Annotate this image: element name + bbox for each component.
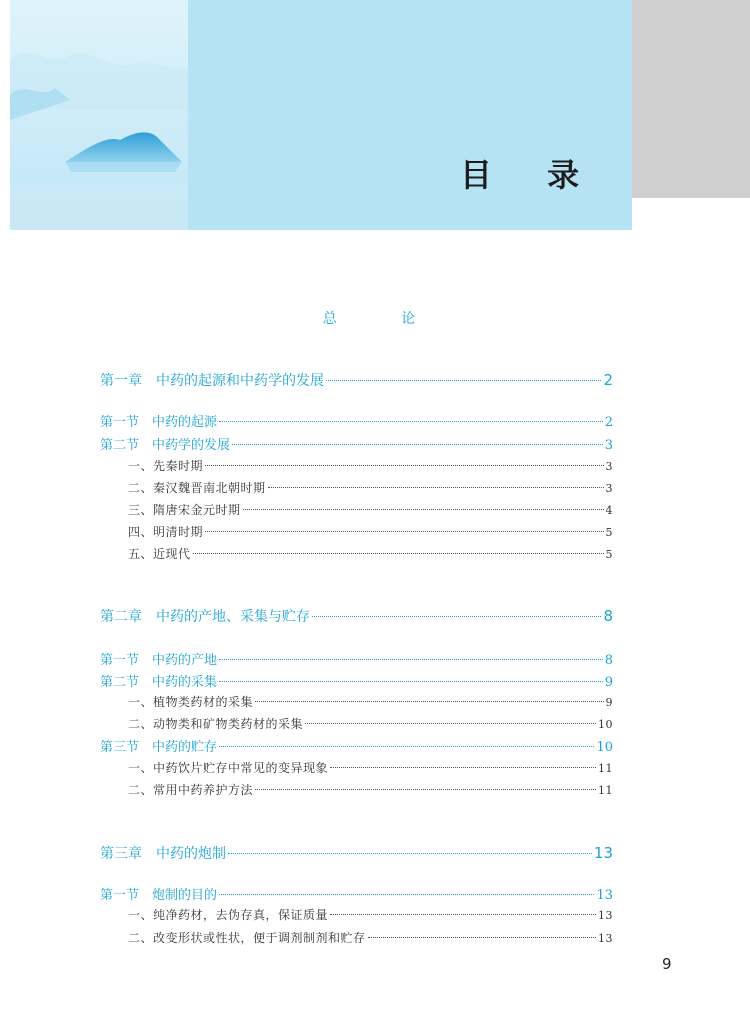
toc-item[interactable] bbox=[128, 693, 613, 710]
page-ref: 11 bbox=[598, 762, 613, 775]
section-number: 第一节 bbox=[100, 415, 140, 430]
page-ref: 3 bbox=[604, 438, 613, 453]
section-number: 第二节 bbox=[100, 675, 140, 690]
toc-item[interactable] bbox=[128, 906, 613, 923]
leader-dots bbox=[255, 701, 603, 702]
leader-dots bbox=[268, 487, 604, 488]
toc-item[interactable] bbox=[128, 523, 613, 540]
section-number: 第二节 bbox=[100, 438, 140, 453]
page-ref: 10 bbox=[598, 718, 613, 731]
item-title: 二、常用中药养护方法 bbox=[128, 783, 254, 797]
page-ref: 13 bbox=[598, 909, 613, 922]
item-title: 四、明清时期 bbox=[128, 525, 204, 539]
page-ref: 2 bbox=[604, 415, 613, 430]
page-ref: 2 bbox=[603, 371, 613, 389]
chapter-number: 第一章 bbox=[100, 373, 142, 389]
page-ref: 8 bbox=[604, 653, 613, 668]
item-title: 一、植物类药材的采集 bbox=[128, 695, 254, 709]
section-heading: 总 论 bbox=[322, 311, 446, 327]
leader-dots bbox=[219, 746, 594, 747]
toc-section-3-1[interactable] bbox=[100, 884, 613, 903]
toc-section-2-2[interactable] bbox=[100, 671, 613, 690]
page-title: 目 录 bbox=[460, 156, 602, 194]
item-title: 五、近现代 bbox=[128, 547, 191, 561]
toc-item[interactable] bbox=[128, 715, 613, 732]
leader-dots bbox=[243, 509, 604, 510]
leader-dots bbox=[368, 937, 596, 938]
toc-item[interactable] bbox=[128, 545, 613, 562]
toc-section-2-3[interactable] bbox=[100, 736, 613, 755]
item-title: 二、改变形状或性状，便于调剂制剂和贮存 bbox=[128, 931, 366, 945]
section-title: 中药的采集 bbox=[152, 675, 218, 690]
page-ref: 10 bbox=[596, 740, 613, 755]
page-ref: 3 bbox=[605, 460, 613, 473]
leader-dots bbox=[205, 465, 603, 466]
toc-section-1-2[interactable] bbox=[100, 434, 613, 453]
leader-dots bbox=[232, 444, 603, 445]
section-title: 中药的产地 bbox=[152, 653, 218, 668]
page-ref: 9 bbox=[605, 696, 613, 709]
page-ref: 4 bbox=[605, 504, 613, 517]
toc-item[interactable] bbox=[128, 929, 613, 946]
section-title: 中药的起源 bbox=[152, 415, 218, 430]
leader-dots bbox=[205, 531, 603, 532]
page-ref: 5 bbox=[605, 548, 613, 561]
page-ref: 13 bbox=[593, 844, 613, 862]
item-title: 一、先秦时期 bbox=[128, 459, 204, 473]
chapter-title: 中药的产地、采集与贮存 bbox=[156, 609, 310, 625]
leader-dots bbox=[330, 914, 596, 915]
item-title: 二、秦汉魏晋南北朝时期 bbox=[128, 481, 266, 495]
leader-dots bbox=[326, 380, 601, 381]
toc-item[interactable] bbox=[128, 501, 613, 518]
page-ref: 9 bbox=[604, 675, 613, 690]
corner-grey-block bbox=[632, 0, 750, 198]
leader-dots bbox=[193, 553, 604, 554]
chapter-title: 中药的起源和中药学的发展 bbox=[156, 373, 324, 389]
section-number: 第一节 bbox=[100, 653, 140, 668]
section-title: 炮制的目的 bbox=[152, 888, 218, 903]
leader-dots bbox=[219, 894, 594, 895]
leader-dots bbox=[219, 659, 603, 660]
chapter-number: 第二章 bbox=[100, 609, 142, 625]
section-number: 第三节 bbox=[100, 740, 140, 755]
item-title: 二、动物类和矿物类药材的采集 bbox=[128, 717, 304, 731]
toc-section-1-1[interactable] bbox=[100, 411, 613, 430]
page-number: 9 bbox=[662, 955, 672, 973]
page-ref: 3 bbox=[605, 482, 613, 495]
chapter-title: 中药的炮制 bbox=[156, 846, 226, 862]
leader-dots bbox=[219, 681, 603, 682]
page-ref: 13 bbox=[598, 932, 613, 945]
toc-item[interactable] bbox=[128, 759, 613, 776]
toc-item[interactable] bbox=[128, 457, 613, 474]
toc-item[interactable] bbox=[128, 479, 613, 496]
chapter-number: 第三章 bbox=[100, 846, 142, 862]
leader-dots bbox=[305, 723, 596, 724]
leader-dots bbox=[312, 616, 601, 617]
leader-dots bbox=[228, 853, 592, 854]
section-title: 中药学的发展 bbox=[152, 438, 231, 453]
leader-dots bbox=[255, 789, 596, 790]
toc-item[interactable] bbox=[128, 781, 613, 798]
toc-chapter-2[interactable] bbox=[100, 606, 613, 626]
landscape-illustration bbox=[10, 0, 188, 230]
toc-chapter-3[interactable] bbox=[100, 843, 613, 863]
page-ref: 13 bbox=[596, 888, 613, 903]
section-title: 中药的贮存 bbox=[152, 740, 218, 755]
item-title: 一、中药饮片贮存中常见的变异现象 bbox=[128, 761, 329, 775]
toc-section-2-1[interactable] bbox=[100, 649, 613, 668]
item-title: 三、隋唐宋金元时期 bbox=[128, 503, 241, 517]
page-ref: 8 bbox=[603, 607, 613, 625]
page-ref: 11 bbox=[598, 784, 613, 797]
leader-dots bbox=[219, 421, 603, 422]
page-ref: 5 bbox=[605, 526, 613, 539]
section-number: 第一节 bbox=[100, 888, 140, 903]
leader-dots bbox=[330, 767, 596, 768]
item-title: 一、纯净药材，去伪存真，保证质量 bbox=[128, 908, 329, 922]
toc-chapter-1[interactable] bbox=[100, 370, 613, 390]
